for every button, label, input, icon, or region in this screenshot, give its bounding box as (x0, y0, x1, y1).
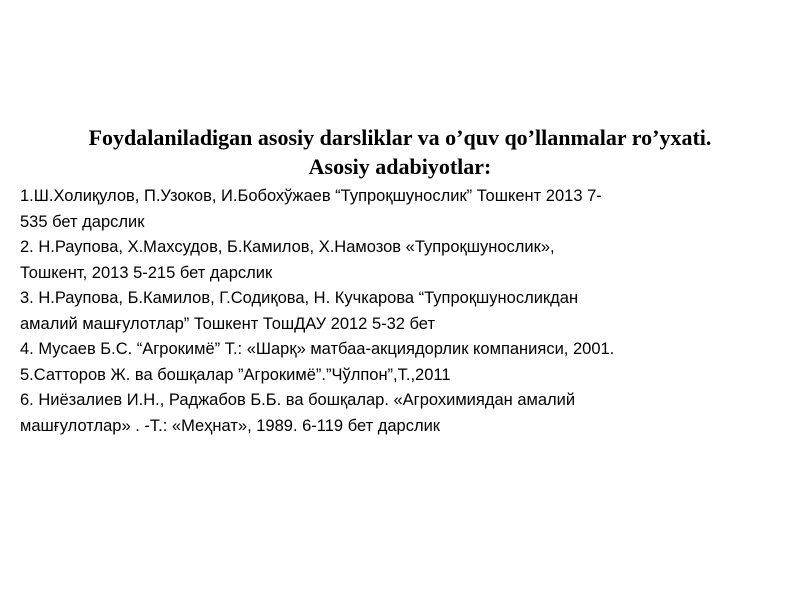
heading-subtitle: Asosiy adabiyotlar: (308, 154, 492, 179)
reference-line: машғулотлар» . -Т.: «Меҳнат», 1989. 6-119 бет дарслик (20, 416, 441, 435)
reference-item (20, 388, 790, 439)
reference-item (20, 363, 790, 389)
reference-line: Тошкент, 2013 5-215 бет дарслик (20, 263, 273, 282)
slide-heading (0, 123, 800, 181)
reference-line: 1.Ш.Холиқулов, П.Узоков, И.Бобохўжаев “Тупроқшунослик” Тошкент 2013 7- (20, 187, 602, 205)
reference-line: амалий машғулотлар” Тошкент ТошДАУ 2012 5-32 бет (20, 314, 435, 333)
reference-line: 4. Мусаев Б.С. “Агрокимё” Т.: «Шарқ» матбаа-акциядорлик компанияси, 2001. (20, 340, 615, 358)
reference-list (20, 184, 790, 439)
reference-line: 6. Ниёзалиев И.Н., Раджабов Б.Б. ва бошқалар. «Агрохимиядан амалий (20, 391, 576, 409)
reference-item (20, 235, 790, 286)
reference-line: 535 бет дарслик (20, 212, 145, 231)
reference-line: 3. Н.Раупова, Б.Камилов, Г.Содиқова, Н. Кучкарова “Тупроқшуносликдан (20, 289, 579, 307)
reference-item (20, 286, 790, 337)
reference-item (20, 337, 790, 363)
reference-line: 5.Сатторов Ж. ва бошқалар ”Агрокимё”.”Чўлпон”,Т.,2011 (20, 365, 451, 384)
reference-line: 2. Н.Раупова, Х.Махсудов, Б.Камилов, Х.Намозов «Тупроқшунослик», (20, 238, 555, 256)
heading-title: Foydalaniladigan asosiy darsliklar va o’quv qo’llanmalar ro’yxati. (88, 125, 712, 150)
reference-item (20, 184, 790, 235)
